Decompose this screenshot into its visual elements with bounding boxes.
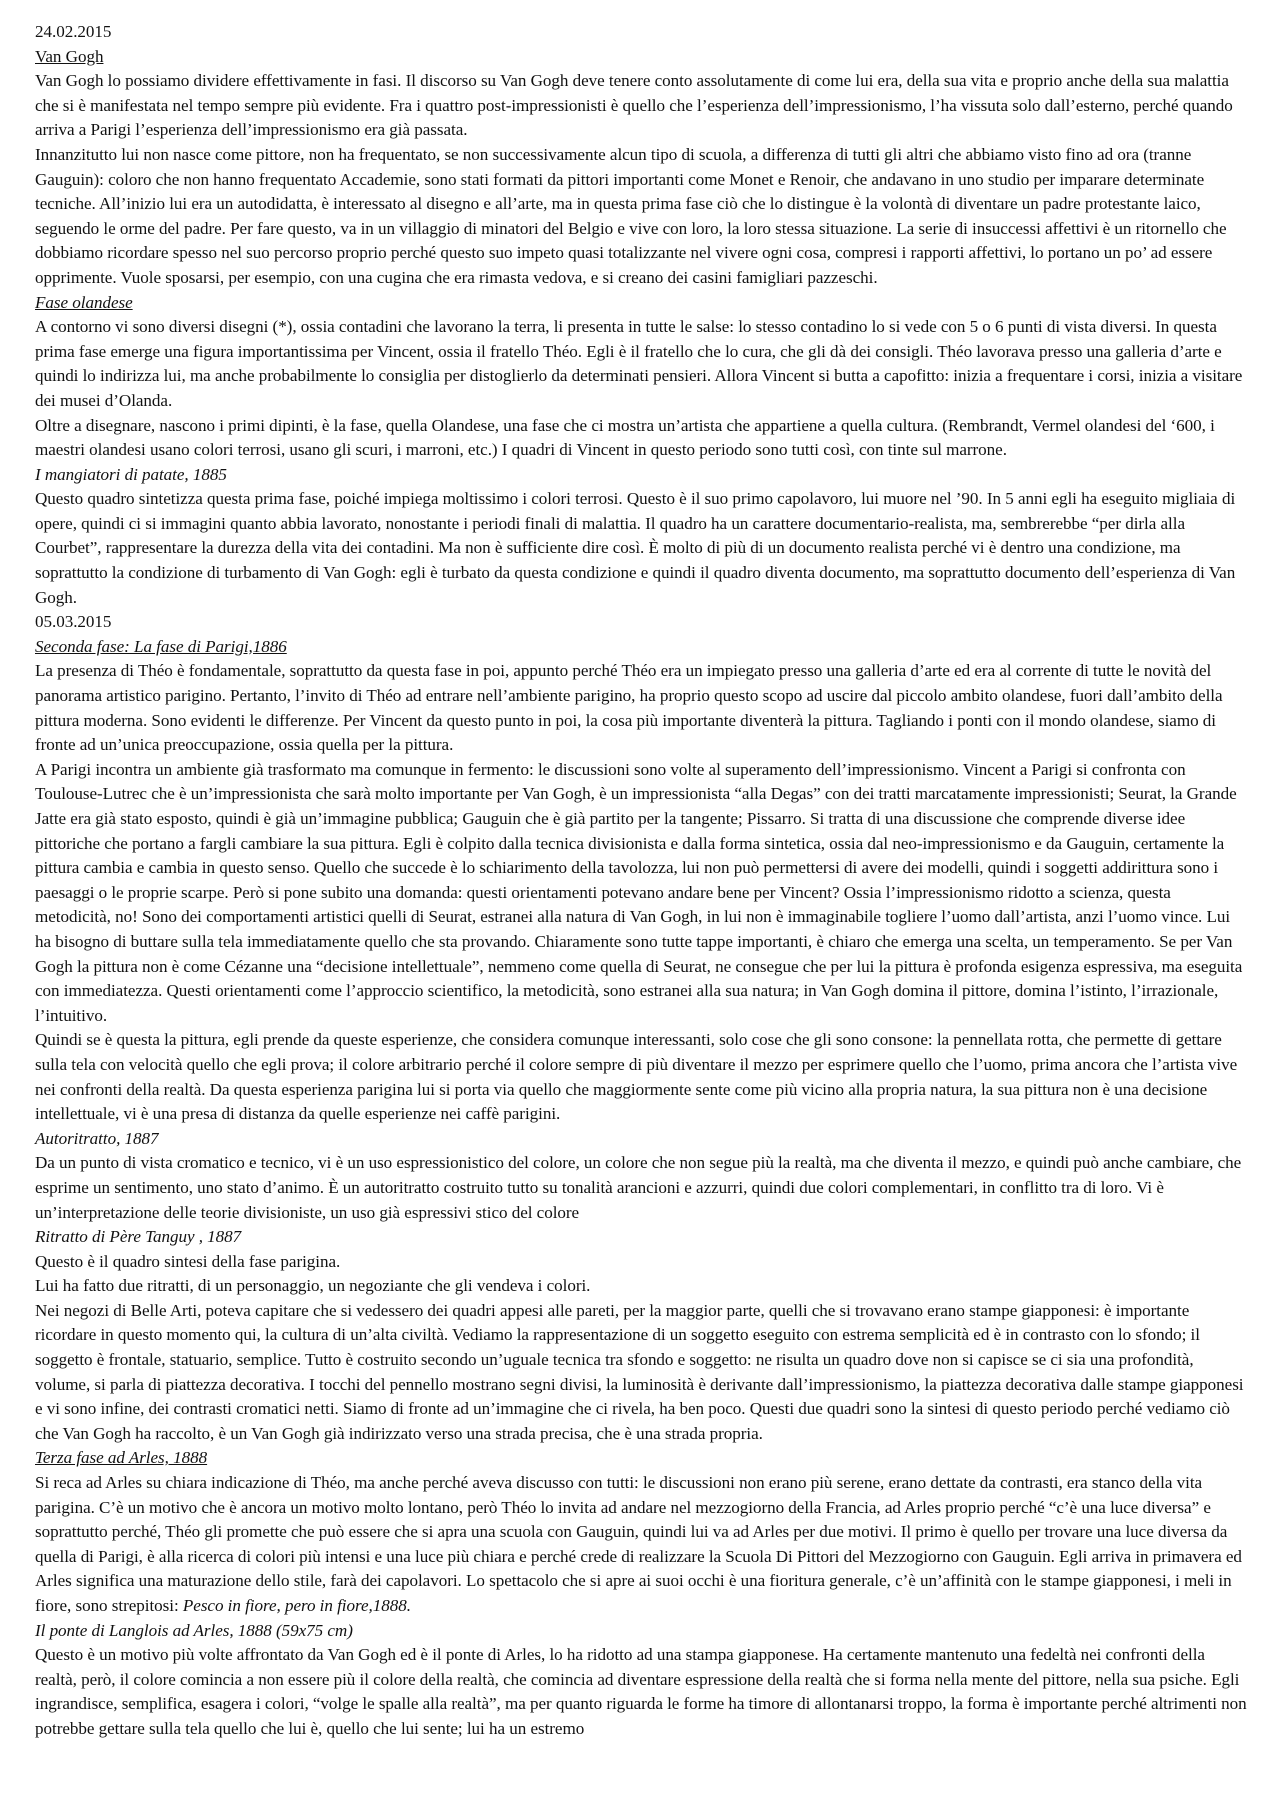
paragraph-pittura-scelte: Quindi se è questa la pittura, egli prende da queste esperienze, che considera comunque interessanti, solo cose che gli sono consone: la pennellata rotta, che permette di gettare sulla tela con velocità quello che egli prova; il colore arbitrario perché il colore sempre di più diventare il mezzo per esprimere quello che l’uomo, prima ancora che l’artista vive nei confronti della realtà. Da questa esperienza parigina lui si porta via quello che maggiormente sente come più vicino alla propria natura, la sua pittura non è una decisione intellettuale, vi è una presa di distanza da quelle esperienze nei caffè parigini. [35, 1030, 1238, 1124]
paragraph-arles-italic-tail: Pesco in fiore, pero in fiore,1888. [182, 1596, 411, 1615]
paragraph-parigi-ambiente: A Parigi incontra un ambiente già trasformato ma comunque in fermento: le discussioni sono volte al superamento dell’impressionismo. Vincent a Parigi si confronta con Toulouse-Lutrec che è un’impressionista che sarà molto importante per Van Gogh, è un impressionista “alla Degas” con dei tratti marcatamente impressionisti; Seurat, la Grande Jatte era già stato esposto, quindi è già un’immagine pubblica; Gauguin che è già partito per la tangente; Pissarro. Si tratta di una discussione che comprende diverse idee pittoriche che portano a fargli cambiare la sua pittura. Egli è colpito dalla tecnica divisionista e dalla forma sintetica, ossia dal neo-impressionismo e da Gauguin, certamente la pittura cambia e cambia in questo senso. Quello che succede è lo schiarimento della tavolozza, lui non può permettersi di avere dei modelli, quindi i soggetti addirittura sono i paesaggi o le proprie scarpe. Però si pone subito una domanda: questi orientamenti potevano andare bene per Vincent? Ossia l’impressionismo ridotto a scienza, questa metodicità, no! Sono dei comportamenti artistici quelli di Seurat, estranei alla natura di Van Gogh, in lui non è immaginabile togliere l’uomo dall’artista, anzi l’uomo vince. Lui ha bisogno di buttare sulla tela immediatamente quello che sta provando. Chiaramente sono tutte tappe importanti, è chiaro che emerga una scelta, un temperamento. Se per Van Gogh la pittura non è come Cézanne una “decisione intellettuale”, nemmeno come quella di Seurat, ne consegue che per lui la pittura è profonda esigenza espressiva, ma eseguita con immediatezza. Questi orientamenti come l’approccio scientifico, la metodicità, sono estranei alla sua natura; in Van Gogh domina il pittore, domina l’istinto, l’irrazionale, l’intuitivo. [35, 759, 1243, 1025]
paragraph-primi-dipinti: Oltre a disegnare, nascono i primi dipinti, è la fase, quella Olandese, una fase che ci mostra un’artista che appartiene a quella cultura. (Rembrandt, Vermel olandesi del ‘600, i maestri olandesi usano colori terrosi, usano gli scuri, i marroni, etc.) I quadri di Vincent in questo periodo sono tutti così, con tinte sul marrone. [35, 415, 1215, 460]
paragraph-intro: Van Gogh lo possiamo dividere effettivamente in fasi. Il discorso su Van Gogh deve tenere conto assolutamente di come lui era, della sua vita e proprio anche della sua malattia che si è manifestata nel tempo sempre più evidente. Fra i quattro post-impressionisti è quello che l’esperienza dell’impressionismo, l’ha vissuta solo dall’esterno, perché quando arriva a Parigi l’esperienza dell’impressionismo era già passata. [35, 71, 1233, 140]
heading-ponte-langlois: Il ponte di Langlois ad Arles, 1888 (59x75 cm) [35, 1620, 353, 1640]
document-page [35, 20, 1250, 1742]
paragraph-arles [35, 1471, 1250, 1619]
paragraph-belle-arti: Nei negozi di Belle Arti, poteva capitare che si vedessero dei quadri appesi alle pareti, per la maggior parte, quelli che si trovavano erano stampe giapponesi: è importante ricordare in questo momento qui, la cultura di un’alta civiltà. Vediamo la rappresentazione di un soggetto eseguito con estrema semplicità ed è in contrasto con lo sfondo; il soggetto è frontale, statuario, semplice. Tutto è costruito secondo un’uguale tecnica tra sfondo e soggetto: ne risulta un quadro dove non si capisce se ci sia una profondità, volume, si parla di piattezza decorativa. I tocchi del pennello mostrano segni divisi, la luminosità è derivante dall’impressionismo, la piattezza decorativa dalle stampe giapponesi e vi sono infine, dei contrasti cromatici netti. Siamo di fronte ad un’immagine che ci rivela, ha ben poco. Questi due quadri sono la sintesi di questo periodo perché vediamo ciò che Van Gogh ha raccolto, è un Van Gogh già indirizzato verso una strada precisa, che è una strada propria. [35, 1300, 1244, 1443]
paragraph-sintesi: Questo è il quadro sintesi della fase parigina. [35, 1251, 341, 1271]
paragraph-arles-text: Si reca ad Arles su chiara indicazione di Théo, ma anche perché aveva discusso con tutti: le discussioni non erano più serene, erano dettate da contrasti, era stanco della vita parigina. C’è un motivo che è ancora un motivo molto lontano, però Théo lo invita ad andare nel mezzogiorno della Francia, ad Arles proprio perché “c’è una luce diversa” e soprattutto perché, Théo gli promette che può essere che si apra una scuola con Gauguin, quindi lui va ad Arles per due motivi. Il primo è quello per trovare una luce diversa da quella di Parigi, è alla ricerca di colori più intensi e una luce più chiara e perché crede di realizzare la Scuola Di Pittori del Mezzogiorno con Gauguin. Egli arriva in primavera ed Arles significa una maturazione dello stile, farà dei capolavori. Lo spettacolo che si apre ai suoi occhi è una fioritura generale, c’è un’affinità con le stampe giapponesi, i meli in fiore, sono strepitosi: [35, 1473, 1242, 1615]
paragraph-ponte: Questo è un motivo più volte affrontato da Van Gogh ed è il ponte di Arles, lo ha ridotto ad una stampa giapponese. Ha certamente mantenuto una fedeltà nei confronti della realtà, però, il colore comincia a non essere più il colore della realtà, che comincia ad diventare espressione della realtà che si forma nella mente del pittore, nella sua psiche. Egli ingrandisce, semplifica, esagera i colori, “volge le spalle alla realtà”, ma per quanto riguarda le forme ha timore di allontanarsi troppo, la forma è importante perché altrimenti non potrebbe gettare sulla tela quello che lui è, quello che lui sente; lui ha un estremo [35, 1645, 1247, 1738]
paragraph-beginnings: Innanzitutto lui non nasce come pittore, non ha frequentato, se non successivamente alcun tipo di scuola, a differenza di tutti gli altri che abbiamo visto fino ad ora (tranne Gauguin): coloro che non hanno frequentato Accademie, sono stati formati da pittori importanti come Monet e Renoir, che andavano in uno studio per imparare determinate tecniche. All’inizio lui era un autodidatta, è interessato al disegno e all’arte, ma in questa prima fase ciò che lo distingue è la volontà di diventare un padre protestante laico, seguendo le orme del padre. Per fare questo, va in un villaggio di minatori del Belgio e vive con loro, la loro stessa situazione. La serie di insuccessi affettivi è un ritornello che dobbiamo ricordare spesso nel suo percorso proprio perché questo suo impeto quasi totalizzante nel vivere ogni cosa, compresi i rapporti affettivi, lo portano un po’ ad essere opprimente. Vuole sposarsi, per esempio, con una cugina che era rimasta vedova, e si creano dei casini famigliari pazzeschi. [35, 144, 1227, 287]
paragraph-due-ritratti: Lui ha fatto due ritratti, di un personaggio, un negoziante che gli vendeva i colori. [35, 1276, 591, 1296]
date-line-2: 05.03.2015 [35, 612, 112, 632]
paragraph-mangiatori: Questo quadro sintetizza questa prima fase, poiché impiega moltissimo i colori terrosi. Questo è il suo primo capolavoro, lui muore nel ’90. In 5 anni egli ha eseguito migliaia di opere, quindi ci si immagini quanto abbia lavorato, nonostante i periodi finali di malattia. Il quadro ha un carattere documentario-realista, ma, sembrerebbe “per dirla alla Courbet”, rappresentare la durezza della vita dei contadini. Ma non è sufficiente dire così. È molto di più di un documento realista perché vi è dentro una condizione, ma soprattutto la condizione di turbamento di Van Gogh: egli è turbato da questa condizione e quindi il quadro diventa documento, ma soprattutto documento dell’esperienza di Van Gogh. [35, 489, 1236, 607]
paragraph-autoritratto: Da un punto di vista cromatico e tecnico, vi è un uso espressionistico del colore, un colore che non segue più la realtà, ma che diventa il mezzo, e quindi può anche cambiare, che esprime un sentimento, uno stato d’animo. È un autoritratto costruito tutto su tonalità arancioni e azzurri, quindi due colori complementari, in conflitto tra di loro. Vi è un’interpretazione delle teorie divisioniste, un uso già espressivi stico del colore [35, 1153, 1242, 1222]
heading-mangiatori-di-patate: I mangiatori di patate, 1885 [35, 464, 227, 484]
paragraph-theo: La presenza di Théo è fondamentale, soprattutto da questa fase in poi, appunto perché Théo era un impiegato presso una galleria d’arte ed era al corrente di tutte le novità del panorama artistico parigino. Pertanto, l’invito di Théo ad entrare nell’ambiente parigino, ha proprio questo scopo ad uscire dal piccolo ambito olandese, fuori dall’ambito della pittura moderna. Sono evidenti le differenze. Per Vincent da questo punto in poi, la cosa più importante diventerà la pittura. Tagliando i ponti con il mondo olandese, siamo di fronte ad un’unica preoccupazione, ossia quella per la pittura. [35, 661, 1223, 755]
heading-fase-parigi: Seconda fase: La fase di Parigi,1886 [35, 636, 287, 656]
date-line: 24.02.2015 [35, 22, 112, 41]
title-van-gogh: Van Gogh [35, 46, 104, 66]
paragraph-disegni: A contorno vi sono diversi disegni (*), ossia contadini che lavorano la terra, li presenta in tutte le salse: lo stesso contadino lo si vede con 5 o 6 punti di vista diversi. In questa prima fase emerge una figura importantissima per Vincent, ossia il fratello Théo. Egli è il fratello che lo cura, che gli dà dei consigli. Théo lavorava presso una galleria d’arte e quindi lo indirizza lui, ma anche probabilmente lo consiglia per distoglierlo da determinati pensieri. Allora Vincent si butta a capofitto: inizia a frequentare i corsi, inizia a visitare dei musei d’Olanda. [35, 317, 1243, 410]
heading-fase-arles: Terza fase ad Arles, 1888 [35, 1448, 208, 1468]
heading-pere-tanguy: Ritratto di Père Tanguy , 1887 [35, 1227, 242, 1247]
heading-autoritratto: Autoritratto, 1887 [35, 1128, 159, 1148]
heading-fase-olandese: Fase olandese [35, 292, 133, 312]
